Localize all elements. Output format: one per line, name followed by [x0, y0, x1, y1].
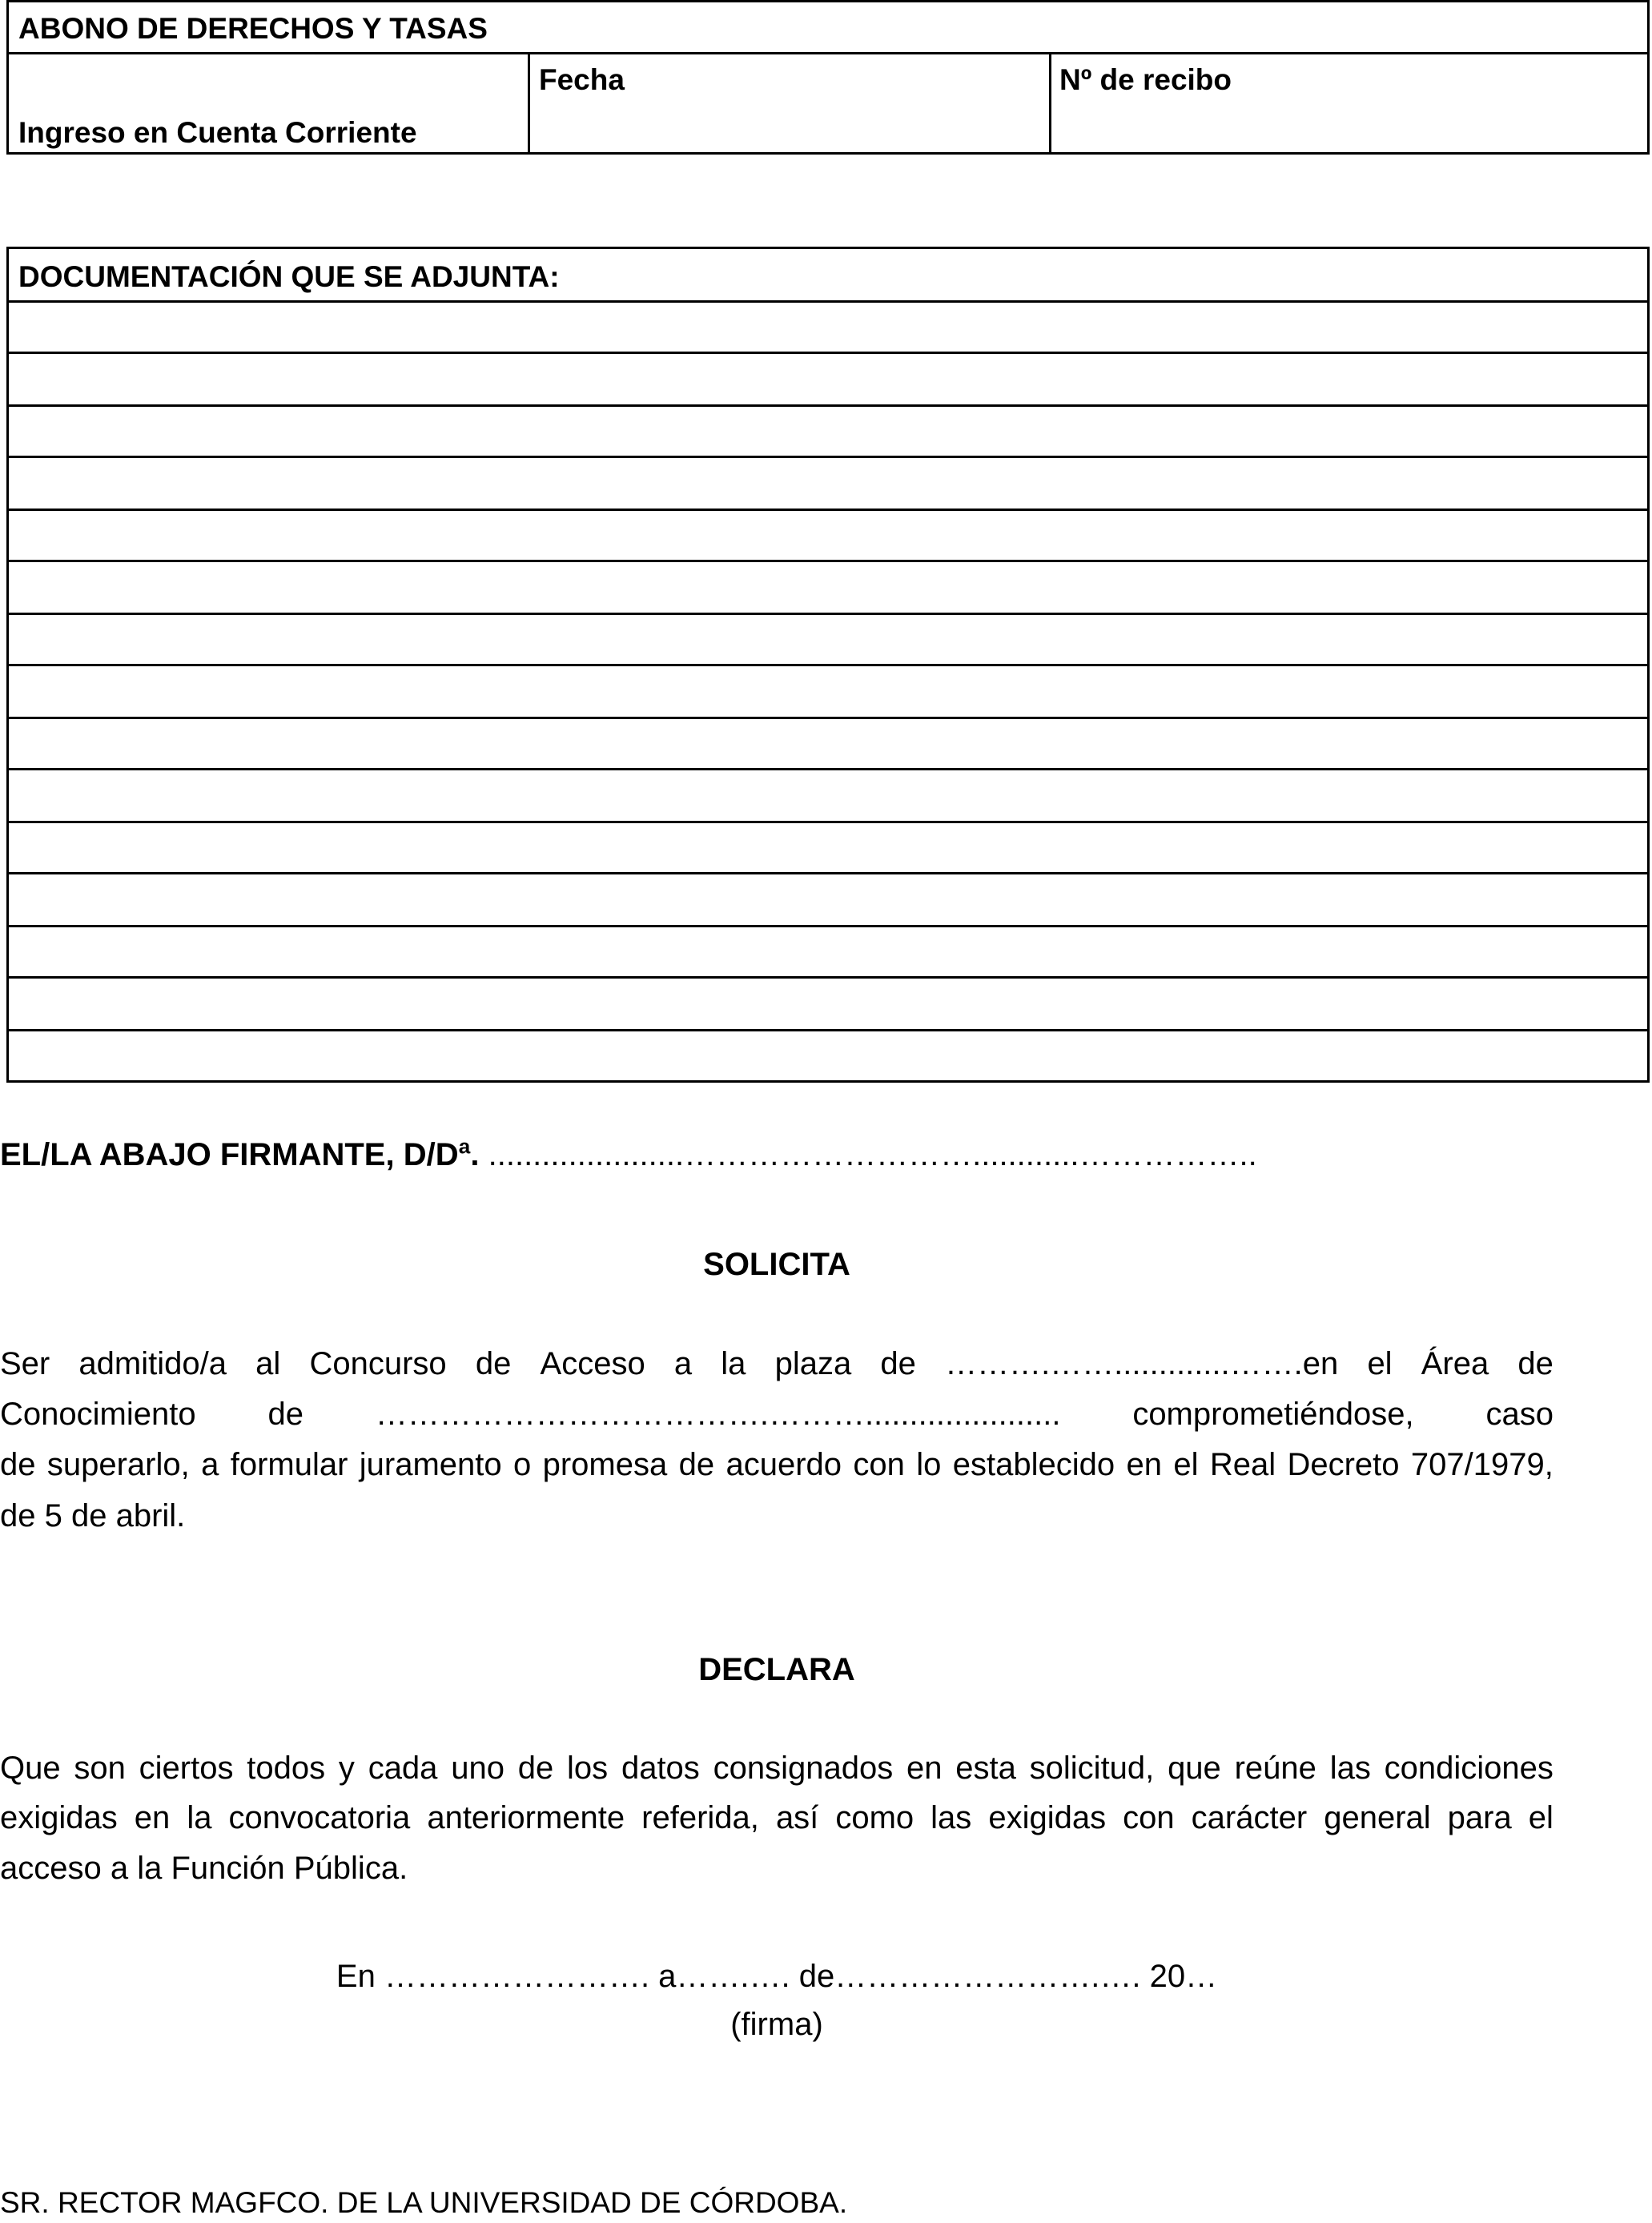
receipt-number-label: Nº de recibo: [1059, 63, 1232, 96]
date-label: Fecha: [539, 63, 625, 96]
word: uno: [451, 1751, 504, 1786]
word: los: [567, 1751, 609, 1786]
word: ……….…….............…….en: [945, 1346, 1339, 1381]
request-heading: SOLICITA: [703, 1247, 850, 1282]
word: en: [906, 1751, 943, 1786]
word: condiciones: [1384, 1751, 1554, 1786]
word: lo: [916, 1447, 942, 1482]
word: ciertos: [139, 1751, 234, 1786]
attached-documents-title: DOCUMENTACIÓN QUE SE ADJUNTA:: [18, 260, 560, 293]
receipt-number-field[interactable]: [1051, 105, 1647, 151]
word: como: [835, 1800, 914, 1835]
request-text-line: [0, 1398, 1554, 1430]
word: o: [513, 1447, 532, 1482]
word: en: [134, 1800, 171, 1835]
word: el: [1173, 1447, 1199, 1482]
document-row-line: [9, 1029, 1647, 1031]
word: superarlo,: [46, 1447, 190, 1482]
word: con: [853, 1447, 905, 1482]
document-row-line: [9, 925, 1647, 927]
word: de: [475, 1346, 512, 1381]
word: de: [0, 1447, 36, 1482]
word: referida,: [641, 1800, 759, 1835]
document-row-line: [9, 768, 1647, 770]
word: el: [1367, 1346, 1393, 1381]
fees-row-divider: [9, 52, 1647, 54]
word: las: [1329, 1751, 1371, 1786]
word: comprometiéndose,: [1132, 1397, 1414, 1432]
attached-documents-table: [6, 247, 1650, 1083]
word: formular: [230, 1447, 348, 1482]
date-field[interactable]: [530, 105, 1047, 151]
word: Real: [1209, 1447, 1276, 1482]
word: ……………………………….………......................: [375, 1397, 1061, 1432]
word: plaza: [774, 1346, 852, 1381]
addressee: SR. RECTOR MAGFCO. DE LA UNIVERSIDAD DE CÓRDOBA.: [0, 2186, 848, 2219]
word: son: [74, 1751, 126, 1786]
word: que: [1168, 1751, 1221, 1786]
signer-label: EL/LA ABAJO FIRMANTE, D/Dª.: [0, 1137, 480, 1172]
word: datos: [621, 1751, 700, 1786]
word: de: [880, 1346, 916, 1381]
declaration-text-line: [0, 1802, 1554, 1834]
document-row-line: [9, 352, 1647, 354]
word: juramento: [359, 1447, 502, 1482]
document-row-line: [9, 872, 1647, 874]
word: admitido/a: [78, 1346, 227, 1381]
document-row-line: [9, 976, 1647, 979]
word: de: [678, 1447, 715, 1482]
document-row-line: [9, 613, 1647, 615]
word: establecido: [952, 1447, 1115, 1482]
word: consignados: [713, 1751, 894, 1786]
word: solicitud,: [1029, 1751, 1155, 1786]
word: Decreto: [1287, 1447, 1400, 1482]
word: en: [1126, 1447, 1162, 1482]
document-row-line: [9, 456, 1647, 458]
word: exigidas: [988, 1800, 1107, 1835]
word: Conocimiento: [0, 1397, 196, 1432]
declaration-text-line: [0, 1752, 1554, 1784]
place-date-line[interactable]: En ……………………. a…….…. de…………………….…. 20…: [336, 1959, 1218, 1994]
word: Que: [0, 1751, 61, 1786]
declaration-last-line: acceso a la Función Pública.: [0, 1851, 408, 1886]
word: general: [1324, 1800, 1431, 1835]
word: 707/1979,: [1410, 1447, 1554, 1482]
document-row-line: [9, 404, 1647, 407]
word: cada: [368, 1751, 438, 1786]
declaration-heading: DECLARA: [698, 1652, 855, 1687]
request-last-line: de 5 de abril.: [0, 1498, 186, 1534]
word: y: [338, 1751, 355, 1786]
signer-line[interactable]: [0, 1139, 1257, 1171]
word: esta: [955, 1751, 1016, 1786]
document-row-line: [9, 717, 1647, 719]
word: de: [267, 1397, 303, 1432]
word: Área: [1421, 1346, 1489, 1381]
word: caso: [1485, 1397, 1554, 1432]
word: a: [673, 1346, 693, 1381]
request-text-line: [0, 1449, 1554, 1481]
word: anteriormente: [427, 1800, 625, 1835]
word: convocatoria: [228, 1800, 411, 1835]
word: el: [1528, 1800, 1554, 1835]
signer-name-blank: ......................………………………............……………..: [479, 1137, 1257, 1172]
word: las: [931, 1800, 972, 1835]
word: Concurso: [309, 1346, 447, 1381]
document-row-line: [9, 509, 1647, 511]
word: la: [721, 1346, 746, 1381]
word: así: [775, 1800, 819, 1835]
request-text-line: [0, 1348, 1554, 1380]
word: todos: [247, 1751, 326, 1786]
word: con: [1123, 1800, 1175, 1835]
fees-table: [6, 0, 1650, 155]
document-row-line: [9, 821, 1647, 823]
word: carácter: [1191, 1800, 1308, 1835]
word: Ser: [0, 1346, 50, 1381]
deposit-label: Ingreso en Cuenta Corriente: [18, 116, 417, 149]
word: Acceso: [540, 1346, 645, 1381]
word: acuerdo: [726, 1447, 842, 1482]
word: la: [187, 1800, 212, 1835]
word: a: [201, 1447, 219, 1482]
word: de: [517, 1751, 554, 1786]
fees-title: ABONO DE DERECHOS Y TASAS: [18, 12, 488, 45]
document-row-line: [9, 664, 1647, 666]
word: para: [1447, 1800, 1512, 1835]
document-row-line: [9, 300, 1647, 303]
word: promesa: [542, 1447, 668, 1482]
signature-label: (firma): [730, 2007, 823, 2042]
word: de: [1517, 1346, 1554, 1381]
document-row-line: [9, 560, 1647, 562]
word: reúne: [1234, 1751, 1316, 1786]
word: al: [255, 1346, 281, 1381]
word: exigidas: [0, 1800, 118, 1835]
